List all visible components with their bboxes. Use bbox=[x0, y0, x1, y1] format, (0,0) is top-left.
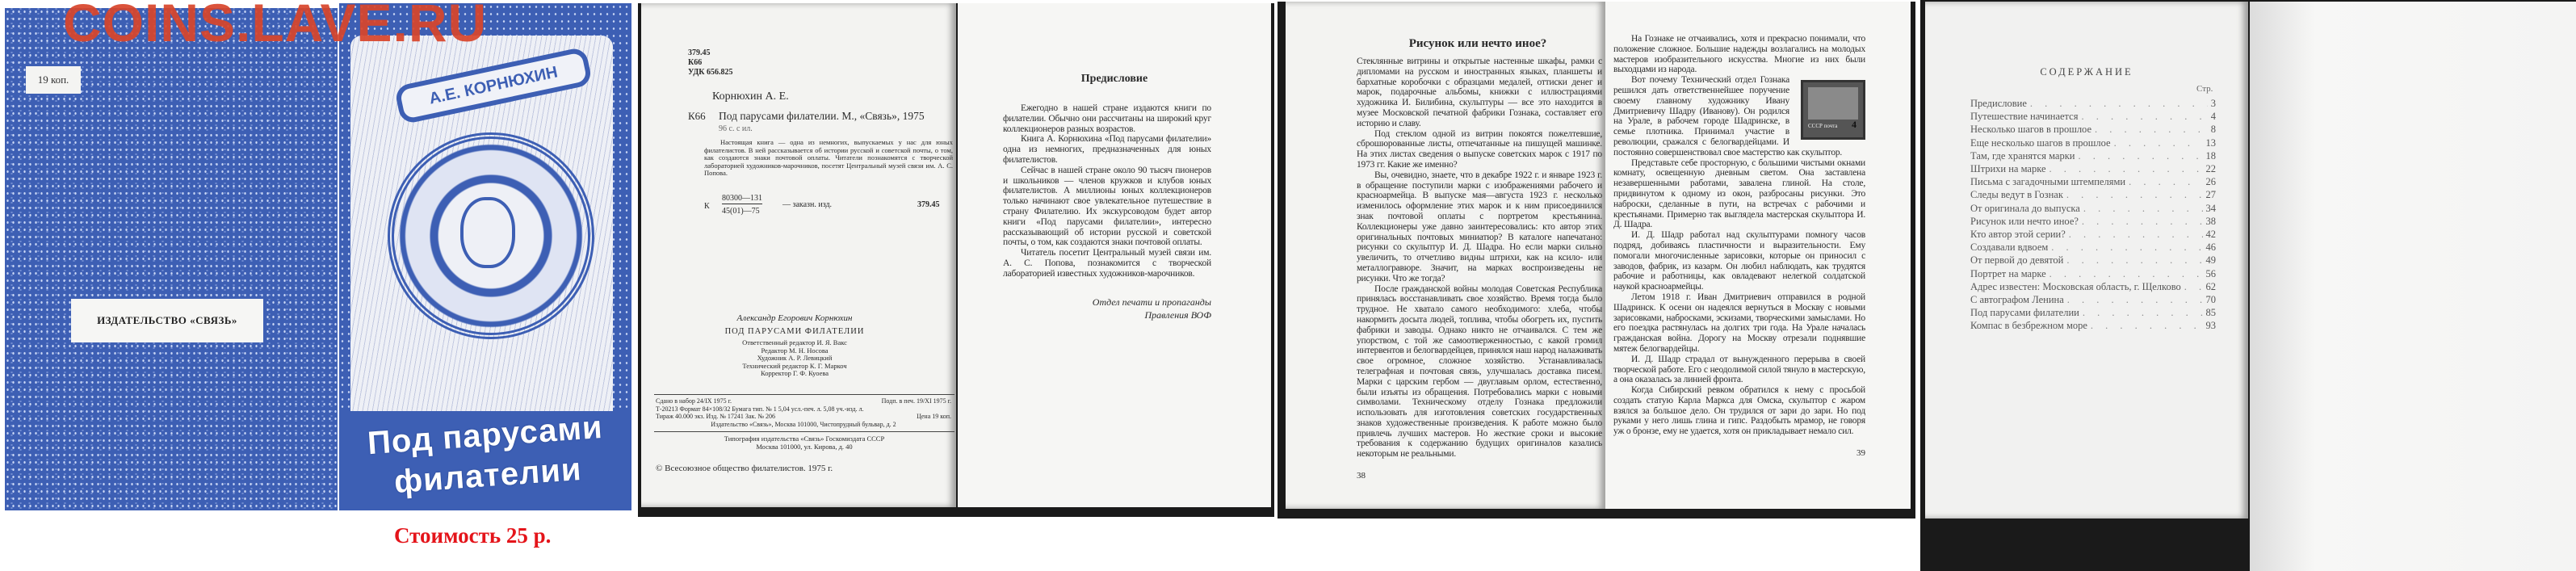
page-column-label: Стр. bbox=[2196, 84, 2213, 94]
entry-page: 70 bbox=[2205, 294, 2216, 306]
entry-title: Следы ведут в Гознак bbox=[1970, 189, 2063, 201]
print-detail: Подп. в печ. 19/XI 1975 г. bbox=[881, 397, 951, 405]
watermark: COINS.LAVE.RU bbox=[63, 0, 488, 52]
page-number: 39 bbox=[1856, 448, 1865, 459]
imprint-index-note: — заказн. изд. bbox=[782, 200, 833, 209]
paragraph: Вы, очевидно, знаете, что в декабре 1922 г. и январе 1923 г. в обращение поступили марки с изображениями рабочего и красноармейца. В выпуске мая—августа 1923 г. несколько изменилось оформление этих марок и к ним присоединился знак почтовой оплаты с портретом крестьянина. Коллекционеры уже давно заинтересовались: кто автор этих оригинальных почтовых миниатюр? В каталоге напечатано: рисунки со скульптур И. Д. Шадра. Но если марки сильно увеличить, то отчетливо видны штрихи, как на ксило- или металлогравюре. Значит, на марках воспроизведены не рисунки. Что же тогда? bbox=[1357, 170, 1602, 283]
entry-page: 46 bbox=[2205, 241, 2216, 254]
entry-page: 27 bbox=[2205, 189, 2216, 201]
entry-title: Штрихи на марке bbox=[1970, 163, 2046, 175]
paragraph: Летом 1918 г. Иван Дмитриевич отправился в родной Шадринск. К осени он надеялся вернуться в Москву с новыми зарисовками, набросками, эскизами, творческими замыслами. Но его поездка растянулась на долгих три года. На Урале началась гражданская война. Дорогу на Москву отрезали поднявшие мятеж белогвардейцы. bbox=[1613, 292, 1865, 354]
spread-pages-38-39 bbox=[1278, 2, 1915, 519]
imprint-page bbox=[641, 3, 956, 507]
contents-entry bbox=[1970, 228, 2216, 241]
contents-entry bbox=[1970, 149, 2216, 162]
credit-line: Ответственный редактор И. Я. Вакс bbox=[742, 338, 847, 346]
leader-dots bbox=[2066, 188, 2203, 201]
leader-dots bbox=[2083, 306, 2203, 319]
cover-title-line2: филателии bbox=[392, 451, 583, 501]
preface-page bbox=[958, 3, 1271, 507]
contents-entry bbox=[1970, 123, 2216, 136]
paragraph: После гражданской войны молодая Советская Республика принялась восстанавливать свое хозяйство. Время тогда было трудное. Не хватало самого необходимого: хлеба, чтобы накормить досыта людей, топлива, чтобы обогреть их, пустить фабрики и заводы. Однако никто не отчаивался. С тем же упорством, с той же самоотверженностью, с какой громил интервентов и белогвардейцев, принялся наш народ налаживать свое огромное, сложное хозяйство. Устанавливалась телеграфная и почтовая связь, улучшалась доставка писем. Марки с царским гербом — двуглавым орлом, естественно, были изъяты из обращения. Потребовались марки с новыми символами. Техническому отделу Гознака предложили использовать для изготовления советских государственных знаков художественные произведения. К работе можно было привлечь лучших мастеров. Но жесткие сроки и высокие требования к содержанию будущих оригиналов казались некоторым не реальными. bbox=[1357, 283, 1602, 460]
contents-entry bbox=[1970, 136, 2216, 149]
leader-dots bbox=[2030, 97, 2208, 110]
contents-entry bbox=[1970, 175, 2216, 188]
entry-title: Кто автор этой серии? bbox=[1970, 229, 2066, 241]
divider bbox=[654, 394, 954, 395]
entry-title: Под парусами филателии bbox=[1970, 307, 2079, 319]
paragraph: Сейчас в нашей стране около 90 тысяч пионеров и школьников — членов кружков и клубов юных филателистов. А миллионы юных коллекционеров только начинают свое увлекательное путешествие в страну Филателию. Их экскурсоводом будет автор книги «Под парусами филателии», интересно рассказывающий об истории русской и советской почты, о том, как создаются знаки почтовой оплаты. bbox=[1003, 165, 1211, 248]
divider bbox=[654, 431, 954, 432]
entry-page: 42 bbox=[2205, 229, 2216, 241]
entry-page: 3 bbox=[2210, 98, 2216, 109]
print-detail: Сдано в набор 24/IX 1975 г. bbox=[656, 397, 732, 405]
imprint-annotation: Настоящая книга — одна из немногих, выпускаемых у нас для юных филателистов. В ней рассказывается об истории русской и советской почты, о том, как создаются знаки почтовой оплаты. Читатели познакомятся с творческой лабораторией художников-марочников, посетят Центральный музей связи им. А. С. Попова. bbox=[704, 138, 953, 177]
entry-title: Рисунок или нечто иное? bbox=[1970, 215, 2079, 227]
leader-dots bbox=[2081, 110, 2207, 123]
book-title: ПОД ПАРУСАМИ ФИЛАТЕЛИИ bbox=[724, 327, 865, 336]
imprint-index-top: 80300—131 bbox=[722, 194, 762, 203]
printer-address: Москва 101000, ул. Кирова, д. 40 bbox=[756, 443, 853, 451]
publisher-label: ИЗДАТЕЛЬСТВО «СВЯЗЬ» bbox=[71, 299, 263, 342]
preface-body bbox=[1003, 103, 1211, 321]
copyright: © Всесоюзное общество филателистов. 1975 г. bbox=[656, 464, 833, 473]
contents-entry bbox=[1970, 293, 2216, 306]
imprint-author: Корнюхин А. Е. bbox=[712, 90, 789, 103]
leader-dots bbox=[2129, 175, 2202, 188]
cover-title-line1: Под парусами bbox=[366, 409, 604, 462]
entry-page: 49 bbox=[2205, 254, 2216, 267]
entry-page: 18 bbox=[2205, 149, 2216, 162]
contents-entry bbox=[1970, 97, 2216, 110]
stamp-portrait bbox=[1808, 87, 1858, 120]
bbk-code: 379.45 bbox=[688, 48, 711, 57]
entry-page: 34 bbox=[2205, 202, 2216, 214]
udk-code: УДК 656.825 bbox=[688, 68, 733, 77]
page-38-text bbox=[1357, 57, 1602, 460]
contents-entry bbox=[1970, 267, 2216, 280]
postage-stamp-image bbox=[1801, 80, 1865, 140]
entry-title: Еще несколько шагов в прошлое bbox=[1970, 136, 2111, 149]
back-cover bbox=[5, 8, 338, 510]
contents-list bbox=[1970, 97, 2216, 333]
entry-page: 85 bbox=[2205, 307, 2216, 319]
contents-title: СОДЕРЖАНИЕ bbox=[2040, 66, 2133, 78]
paragraph: Читатель посетит Центральный музей связи им. А. С. Попова, познакомится с творческой лабораторией известных художников-марочников. bbox=[1003, 248, 1211, 279]
leader-dots bbox=[2078, 149, 2202, 162]
preface-signature bbox=[1003, 296, 1211, 321]
paragraph: Стеклянные витрины и открытые настенные шкафы, рамки с дипломами на русском и иностранных языках, планшеты и бархатные коробочки с образцами медалей, оттиски денег и марок, подарочные альбомы, книжки с иллюстрациями художника И. Билибина, скульптуры — все это находится в музее Московской печатной фабрики Гознака, составляет его историю и славу. bbox=[1357, 57, 1602, 128]
contents-entry bbox=[1970, 254, 2216, 267]
print-detail: Т-20213 Формат 84×108/32 Бумага тип. № 1 5,04 усл.-печ. л. 5,08 уч.-изд. л. bbox=[656, 405, 864, 413]
entry-page: 8 bbox=[2210, 124, 2216, 136]
preface-text bbox=[1003, 103, 1211, 279]
contents-entry bbox=[1970, 306, 2216, 319]
imprint-index-right: 379.45 bbox=[917, 200, 940, 209]
contents-spread bbox=[1920, 0, 2576, 571]
entry-page: 22 bbox=[2205, 163, 2216, 175]
paragraph: Под стеклом одной из витрин покоятся пожелтевшие, сброшюрованные листы, отпечатанные на пишущей машинке. На этих листах сведения о выпуске советских марок с 1917 по 1973 гг. Какие же именно? bbox=[1357, 128, 1602, 170]
paragraph: Ежегодно в нашей стране издаются книги по филателии. Обычно они рассчитаны на широкий круг коллекционеров разных возрастов. bbox=[1003, 103, 1211, 134]
entry-page: 38 bbox=[2205, 215, 2216, 227]
entry-page: 13 bbox=[2205, 136, 2216, 149]
paragraph: На Гознаке не отчаивались, хотя и прекрасно понимали, что положение сложное. Большие надежды возлагались на молодых мастеров изобразительного искусства. Многие из них были выходцами из народа. bbox=[1613, 34, 1865, 75]
entry-title: От первой до девятой bbox=[1970, 254, 2064, 267]
paragraph: Книга А. Корнюхина «Под парусами филателии» одна из немногих, предназначенных для юных филателистов. bbox=[1003, 134, 1211, 165]
print-detail: Цена 19 коп. bbox=[917, 413, 951, 420]
signature-line: Правления ВОФ bbox=[1144, 309, 1211, 321]
contents-entry bbox=[1970, 319, 2216, 332]
entry-title: Там, где хранятся марки bbox=[1970, 149, 2075, 162]
paragraph: Когда Сибирский ревком обратился к нему с просьбой создать статую Карла Маркса для Омска, скульптор с жаром взялся за большое дело. Он трудился от зари до зари. Но под руками у него лишь глина и гипс. Раздобыть мрамор, не говоря уж о бронзе, ему не удается, хотя он прикладывает немало сил. bbox=[1613, 385, 1865, 437]
leader-dots bbox=[2049, 162, 2203, 175]
page-number: 38 bbox=[1357, 471, 1366, 481]
credit-line: Технический редактор К. Г. Маркоч bbox=[742, 361, 847, 370]
paragraph: И. Д. Шадр работал над скульптурами помногу часов подряд, добиваясь пластичности и выразительности. Ему помогали многочисленные зарисовки, которые он приносил с заводов, фабрик, из казарм. Он любил наблюдать, как трудятся рабочие и работницы, как овладевают нелегкой солдатской наукой красноармейцы. bbox=[1613, 230, 1865, 292]
leader-dots bbox=[2083, 202, 2203, 215]
leader-dots bbox=[2082, 215, 2203, 228]
leader-dots bbox=[2066, 254, 2202, 267]
entry-title: Адрес известен: Московская область, г. Щелково bbox=[1970, 280, 2181, 292]
paragraph: Вот почему Технический отдел Гознака решился дать ответственнейшее поручение своему главному художнику Ивану Дмитриевичу Шадру (Иванову). Он родился на Урале, в рабочем городе Шадринске, в семье плотника. Принимал участие в революции, сражался с белогвардейцами. И постоянно совершенствовал свое мастерство как скульптор. bbox=[1613, 75, 1843, 157]
entry-page: 56 bbox=[2205, 267, 2216, 279]
imprint-index-bottom: 45(01)—75 bbox=[722, 207, 760, 216]
entry-title: От оригинала до выпуска bbox=[1970, 202, 2080, 214]
leader-dots bbox=[2114, 136, 2203, 149]
page-39 bbox=[1605, 2, 1911, 509]
page-39-body bbox=[1613, 34, 1865, 458]
sun-face-icon bbox=[460, 197, 515, 268]
contents-entry bbox=[1970, 202, 2216, 215]
printer-block bbox=[654, 435, 954, 451]
credit-line: Редактор М. Н. Носова bbox=[761, 346, 829, 355]
leader-dots bbox=[2069, 228, 2203, 241]
leader-dots bbox=[2051, 241, 2202, 254]
entry-page: 4 bbox=[2210, 111, 2216, 123]
leader-dots bbox=[2049, 267, 2203, 280]
imprint-code: К66 bbox=[688, 110, 706, 122]
credit-line: Художник А. Р. Левицкий bbox=[757, 354, 833, 362]
contents-entry bbox=[1970, 188, 2216, 201]
contents-entry bbox=[1970, 280, 2216, 293]
contents-page bbox=[1925, 2, 2248, 519]
front-cover bbox=[339, 3, 631, 510]
cover-author: А.Е. КОРНЮХИН bbox=[394, 46, 594, 124]
leader-dots bbox=[2091, 319, 2203, 332]
entry-title: С автографом Ленина bbox=[1970, 294, 2064, 306]
contents-entry bbox=[1970, 215, 2216, 228]
blank-page bbox=[2250, 2, 2576, 571]
contents-entry bbox=[1970, 110, 2216, 123]
contents-entry bbox=[1970, 162, 2216, 175]
credits-list bbox=[690, 339, 900, 378]
full-author: Александр Егорович Корнюхин bbox=[736, 313, 853, 323]
entry-title: Предисловие bbox=[1970, 98, 2027, 109]
leader-dots bbox=[2067, 293, 2203, 306]
cover-price-label: 19 коп. bbox=[26, 66, 81, 94]
leader-dots bbox=[2184, 280, 2203, 293]
credit-line: Корректор Г. Ф. Куоева bbox=[760, 369, 829, 377]
print-detail: Тираж 40.000 экз. Изд. № 17241 Зак. № 206 bbox=[656, 413, 775, 420]
credits-block bbox=[690, 313, 900, 378]
spread-imprint-preface bbox=[638, 3, 1274, 517]
imprint-biblio: Под парусами филателии. М., «Связь», 1975 bbox=[719, 110, 925, 122]
printer-name: Типография издательства «Связь» Госкомиздата СССР bbox=[724, 435, 885, 443]
entry-title: Путешествие начинается bbox=[1970, 111, 2079, 123]
signature-line: Отдел печати и пропаганды bbox=[1092, 296, 1211, 308]
preface-title: Предисловие bbox=[1080, 73, 1148, 85]
contents-entry bbox=[1970, 241, 2216, 254]
leader-dots bbox=[2095, 123, 2208, 136]
price-caption: Стоимость 25 р. bbox=[394, 523, 552, 548]
entry-title: Портрет на марке bbox=[1970, 267, 2046, 279]
stamp-value: 4 bbox=[1852, 119, 1856, 131]
entry-title: Компас в безбрежном море bbox=[1970, 320, 2087, 332]
paragraph: И. Д. Шадр страдал от вынужденного перерыва в своей творческой работе. Его с неодолимой силой тянуло в мастерскую, а она оказалась за линией фронта. bbox=[1613, 354, 1865, 385]
chapter-title: Рисунок или нечто иное? bbox=[1408, 37, 1547, 50]
entry-page: 26 bbox=[2205, 176, 2216, 188]
page-39-text bbox=[1613, 34, 1865, 437]
publisher-address: Издательство «Связь», Москва 101000, Чистопрудный бульвар, д. 2 bbox=[711, 420, 896, 428]
imprint-index-k: К bbox=[704, 202, 710, 211]
page-38 bbox=[1286, 2, 1605, 509]
page-38-body bbox=[1357, 57, 1602, 481]
entry-page: 93 bbox=[2205, 320, 2216, 332]
entry-page: 62 bbox=[2205, 280, 2216, 292]
stamp-caption: СССР почта bbox=[1808, 123, 1838, 130]
entry-title: Создавали вдвоем bbox=[1970, 241, 2049, 254]
entry-title: Письма с загадочными штемпелями bbox=[1970, 176, 2126, 188]
print-details bbox=[656, 397, 951, 428]
imprint-index bbox=[698, 194, 953, 221]
paragraph: Представьте себе просторную, с большими чистыми окнами комнату, освещенную дневным светом. Она заставлена незавершенными работами, завалена глиной. На столе, придвинутом к одному из окон, разбросаны рисунки. Это наброски, сделанные в пути, на встречах с рабочими и крестьянами. Примерно так выглядела мастерская скульптора И. Д. Шадра. bbox=[1613, 157, 1865, 230]
entry-title: Несколько шагов в прошлое bbox=[1970, 124, 2092, 136]
imprint-pages: 96 с. с ил. bbox=[719, 124, 753, 133]
k66-code: К66 bbox=[688, 58, 703, 67]
